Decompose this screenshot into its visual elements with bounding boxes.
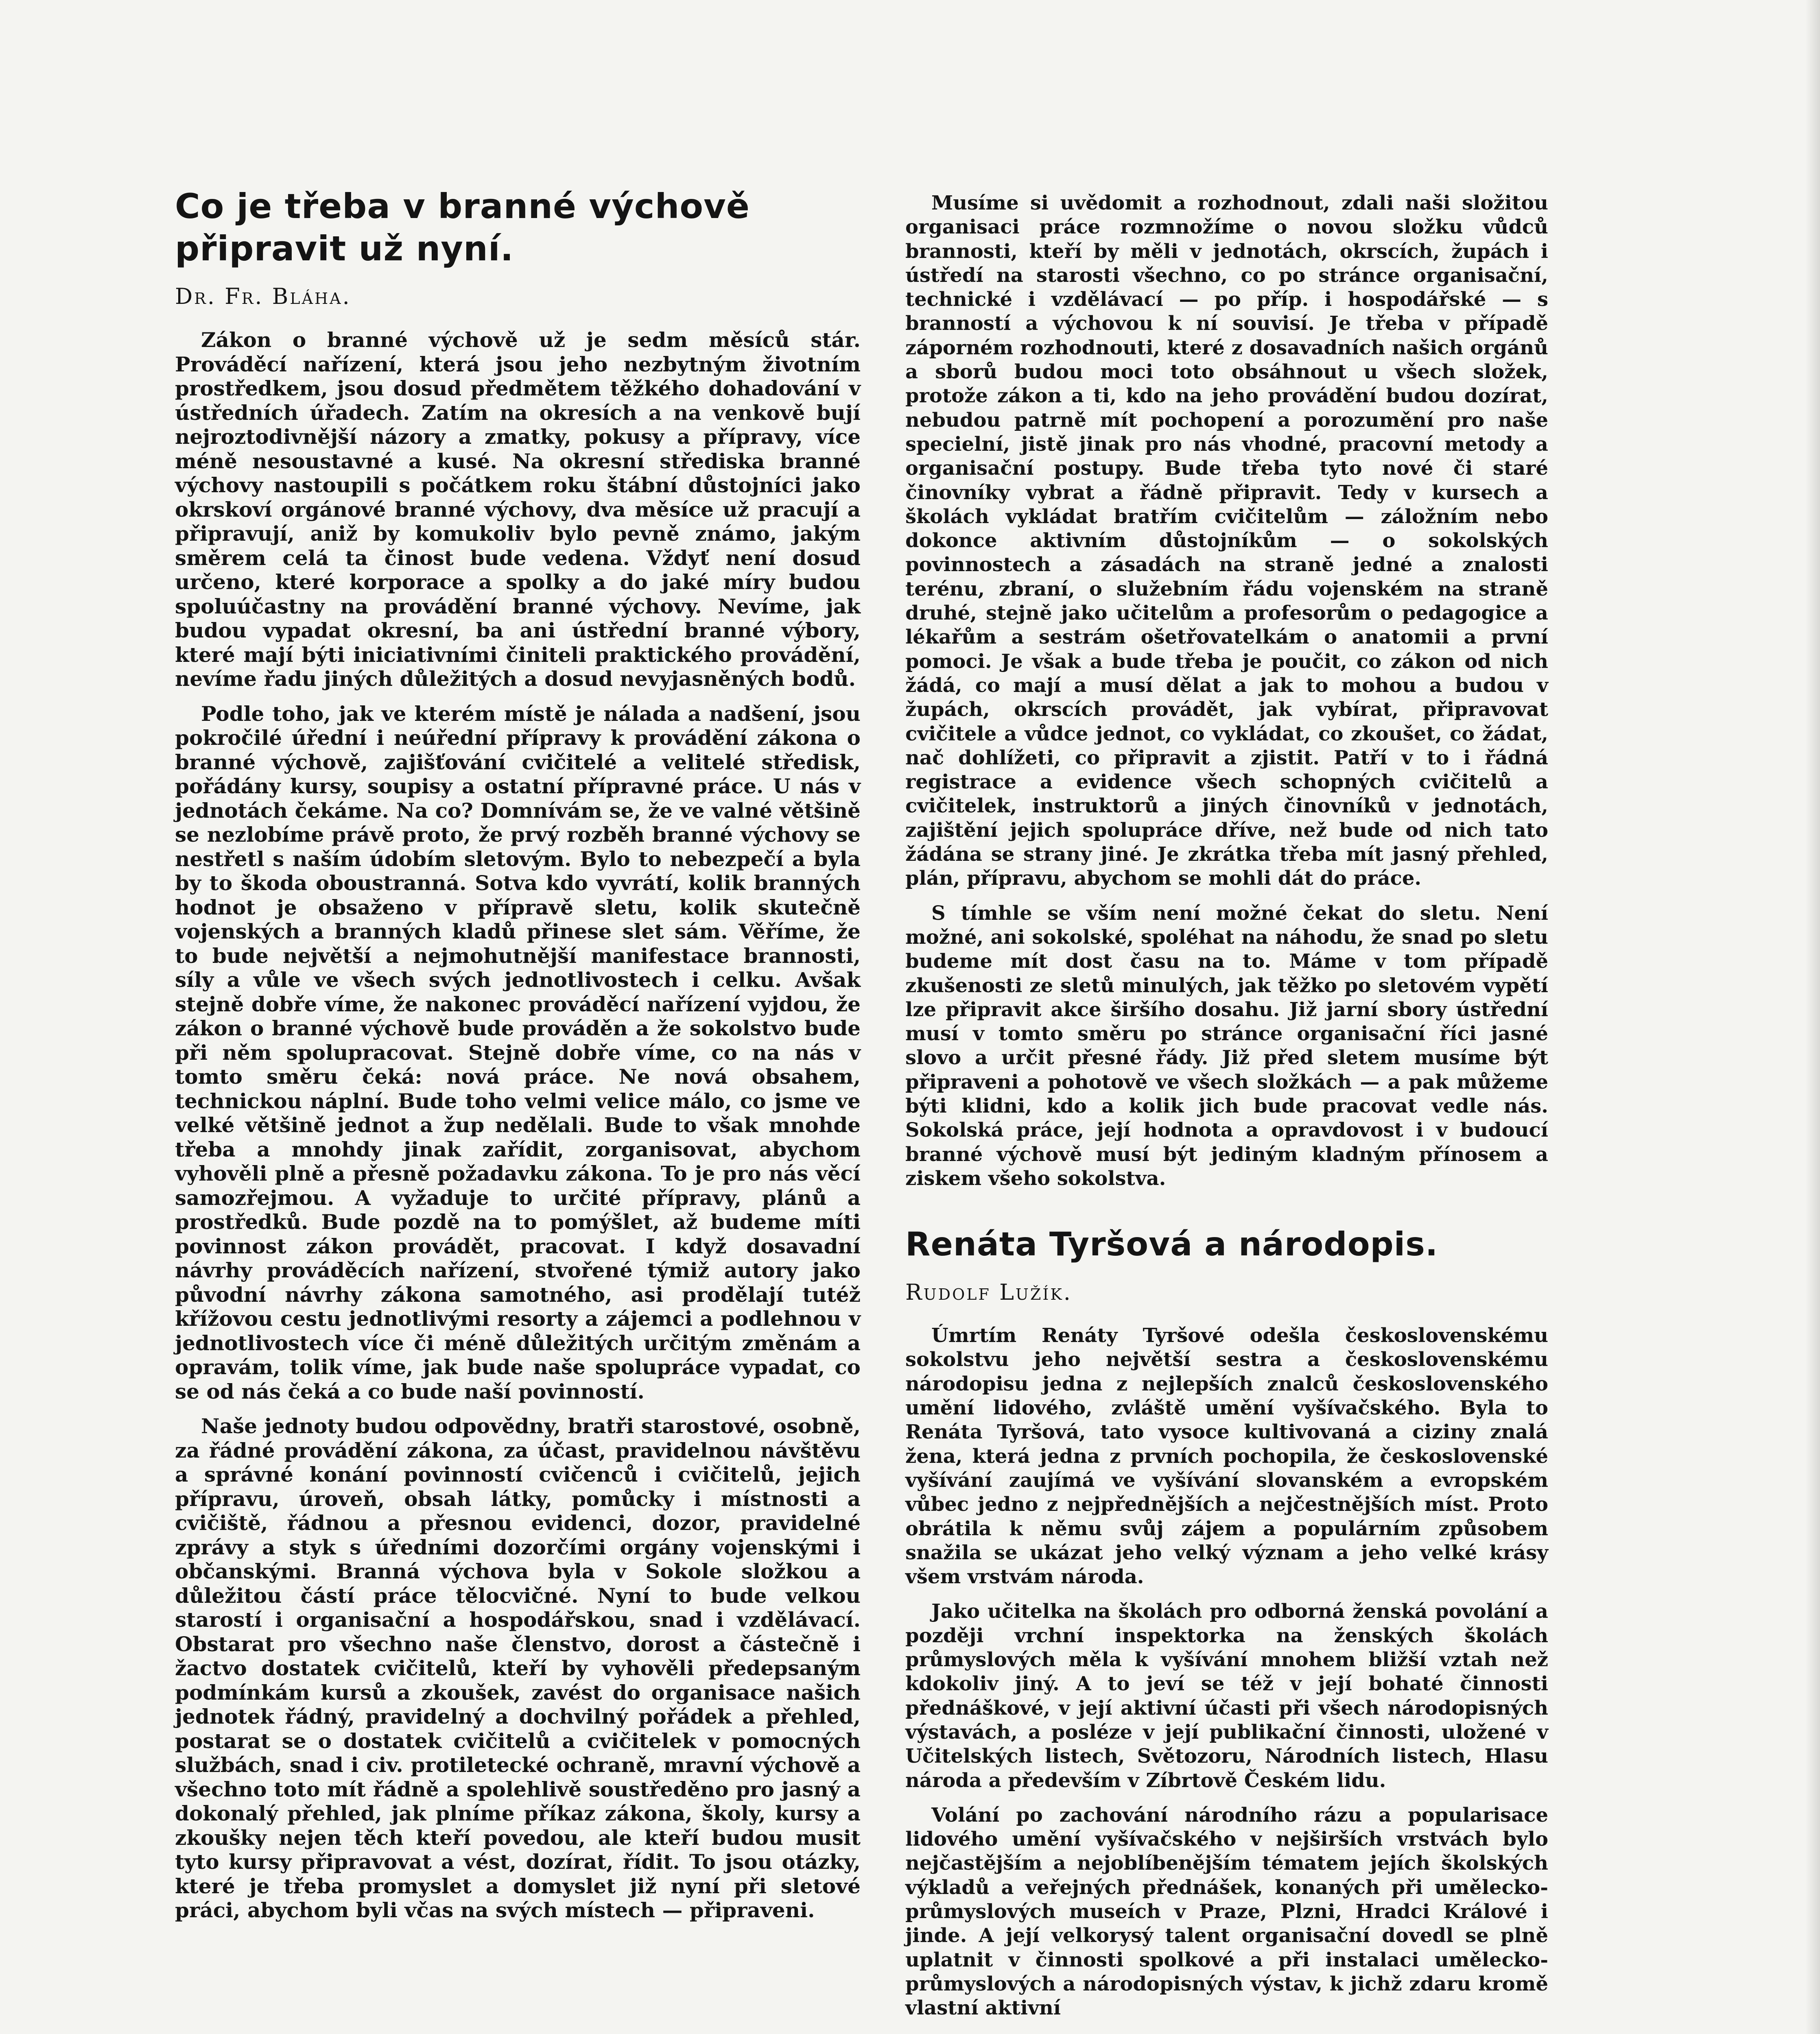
article-paragraph: S tímhle se vším není možné čekat do sletu. Není možné, ani sokolské, spoléhat na náhodu, že snad po sletu budeme mít dost času na to. Máme v tom případě zkušenosti ze sletů minulých, jak těžko po sletovém vypětí lze připravit akce širšího dosahu. Již jarní sbory ústřední musí v tomto směru po stránce organisační říci jasné slovo a určit přesné řády. Již před sletem musíme být připraveni a pohotově ve všech složkách — a pak můžeme býti klidni, kdo a kolik jich bude pracovat vedle nás. Sokolská práce, její hodnota a opravdovost i v budoucí branné výchově musí být jediným kladným přínosem a ziskem všeho sokolstva. [905,901,1548,1190]
article-paragraph: Podle toho, jak ve kterém místě je nálada a nadšení, jsou pokročilé úřední i neúřední přípravy k provádění zákona o branné výchově, zajišťování cvičitelé a velitelé středisk, pořádány kursy, soupisy a ostatní přípravné práce. U nás v jednotách čekáme. Na co? Domnívám se, že ve valné většině se nezlobíme právě proto, že prvý rozběh branné výchovy se nestřetl s naším údobím sletovým. Bylo to nebezpečí a byla by to škoda oboustranná. Sotva kdo vyvrátí, kolik branných hodnot je obsaženo v přípravě sletu, kolik skutečně vojenských a branných kladů přinese slet sám. Věříme, že to bude největší a nejmohutnější manifestace brannosti, síly a vůle ve všech svých jednotlivostech i celku. Avšak stejně dobře víme, že nakonec prováděcí nařízení vyjdou, že zákon o branné výchově bude prováděn a že sokolstvo bude při něm spolupracovat. Stejně dobře víme, co na nás v tomto směru čeká: nová práce. Ne nová obsahem, technickou náplní. Bude toho velmi velice málo, co jsme ve velké většině jednot a žup nedělali. Bude to však mnohde třeba a mnohdy jinak zařídit, zorganisovat, abychom vyhověli plně a přesně požadavku zákona. To je pro nás věcí samozřejmou. A vyžaduje to určité přípravy, plánů a prostředků. Bude pozdě na to pomýšlet, až budeme míti povinnost zákon provádět, pracovat. I když dosavadní návrhy prováděcích nařízení, stvořené týmiž autory jako původní návrhy zákona samotného, asi prodělají tutéž křížovou cestu jednotlivými resorty a zájemci a podlehnou v jednotlivostech více či méně důležitých určitým změnám a opravám, tolik víme, jak bude naše spolupráce vypadat, co se od nás čeká a co bude naší povinností. [175,701,861,1403]
right-column [905,191,1548,2031]
second-article [905,1223,1548,2020]
article-paragraph: Naše jednoty budou odpovědny, bratři starostové, osobně, za řádné provádění zákona, za účast, pravidelnou návštěvu a správné konání povinností cvičenců i cvičitelů, jejich přípravu, úroveň, obsah látky, pomůcky i místnosti a cvičiště, řádnou a přesnou evidenci, dozor, pravidelné zprávy a styk s úředními dozorčími orgány vojenskými i občanskými. Branná výchova byla v Sokole složkou a důležitou částí práce tělocvičné. Nyní to bude velkou starostí i organisační a hospodářskou, snad i vzdělávací. Obstarat pro všechno naše členstvo, dorost a částečně i žactvo dostatek cvičitelů, kteří by vyhověli předepsaným podmínkám kursů a zkoušek, zavést do organisace našich jednotek řádný, pravidelný a dochvilný pořádek a přehled, postarat se o dostatek cvičitelů a cvičitelek v pomocných službách, snad i civ. protiletecké ochraně, mravní výchově a všechno toto mít řádně a spolehlivě soustředěno pro jasný a dokonalý přehled, jak plníme příkaz zákona, školy, kursy a zkoušky nejen těch kteří povedou, ale kteří budou musit tyto kursy připravovat a vést, dozírat, řídit. To jsou otázky, které je třeba promyslet a domyslet již nyní při sletové práci, abychom byli včas na svých místech — připraveni. [175,1414,861,1922]
article-paragraph: Musíme si uvědomit a rozhodnout, zdali naši složitou organisaci práce rozmnožíme o novou složku vůdců brannosti, kteří by měli v jednotách, okrscích, župách i ústředí na starosti všechno, co po stránce organisační, technické i vzdělávací — po příp. i hospodářské — s branností a výchovou k ní souvisí. Je třeba v případě záporném rozhodnouti, které z dosavadních našich orgánů a sborů budou moci toto obsáhnout u všech složek, protože zákon a ti, kdo na jeho provádění budou dozírat, nebudou patrně mít pochopení a porozumění pro naše specielní, jistě jinak pro nás vhodné, pracovní metody a organisační postupy. Bude třeba tyto nové či staré činovníky vybrat a řádně připravit. Tedy v kursech a školách vykládat bratřím cvičitelům — záložním nebo dokonce aktivním důstojníkům — o sokolských povinnostech a zásadách na straně jedné a znalosti terénu, zbraní, o služebním řádu vojenském na straně druhé, stejně jako učitelům a profesorům o pedagogice a lékařům a sestrám ošetřovatelkám o anatomii a první pomoci. Je však a bude třeba je poučit, co zákon od nich žádá, co mají a musí dělat a jak to mohou a budou v župách, okrscích provádět, jak vybírat, připravovat cvičitele a vůdce jednot, co vykládat, co zkoušet, co žádat, nač dohlížeti, co připravit a zjistit. Patří v to i řádná registrace a evidence všech schopných cvičitelů a cvičitelek, instruktorů a jiných činovníků v jednotách, zajištění jejich spolupráce dříve, než bude od nich tato žádána se strany jiné. Je zkrátka třeba mít jasný přehled, plán, přípravu, abychom se mohli dát do práce. [905,192,1548,890]
left-column [175,185,861,1933]
article-title: Renáta Tyršová a národopis. [905,1225,1438,1264]
article-title: Co je třeba v branné výchově připravit už nyní. [175,186,750,268]
article-paragraph: Volání po zachování národního rázu a popularisace lidového umění vyšívačského v nejširších vrstvách bylo nejčastějším a nejoblíbenějším tématem jejích školských výkladů a veřejných přednášek, konaných při umělecko-průmyslových museích v Praze, Plzni, Hradci Králové i jinde. A její velkorysý talent organisační dovedl se plně uplatnit v činnosti spolkové a při instalaci umělecko-průmyslových a národopisných výstav, k jichž zdaru kromě vlastní aktivní [905,1803,1548,2020]
article-paragraph: Jako učitelka na školách pro odborná ženská povolání a později vrchní inspektorka na ženských školách průmyslových měla k vyšívání mnohem bližší vztah než kdokoliv jiný. A to jeví se též v její bohaté činnosti přednáškové, v její aktivní účasti při všech národopisných výstavách, a posléze v její publikační činnosti, uložené v Učitelských listech, Světozoru, Národních listech, Hlasu národa a především v Zíbrtově Českém lidu. [905,1600,1548,1792]
page-edge [1805,0,1820,2034]
article-paragraph: Zákon o branné výchově už je sedm měsíců stár. Prováděcí nařízení, která jsou jeho nezbytným životním prostředkem, jsou dosud předmětem těžkého dohadování v ústředních úřadech. Zatím na okresích a na venkově bují nejroztodivnější názory a zmatky, pokusy a přípravy, více méně nesoustavné a kusé. Na okresní střediska branné výchovy nastoupili s počátkem roku štábní důstojníci jako okrskoví orgánové branné výchovy, dva měsíce už pracují a připravují, aniž by komukoliv bylo pevně známo, jakým směrem celá ta činost bude vedena. Vždyť není dosud určeno, které korporace a spolky a do jaké míry budou spoluúčastny na provádění branné výchovy. Nevíme, jak budou vypadat okresní, ba ani ústřední branné výbory, které mají býti iniciativními činiteli praktického provádění, nevíme řadu jiných důležitých a dosud nevyjasněných bodů. [175,328,861,691]
article-author: Rudolf Lužík. [905,1279,1072,1305]
article-paragraph: Úmrtím Renáty Tyršové odešla československému sokolstvu jeho největší sestra a československému národopisu jedna z nejlepších znalců československého umění lidového, zvláště umění vyšívačského. Byla to Renáta Tyršová, tato vysoce kultivovaná a ciziny znalá žena, která jedna z prvních pochopila, že československé vyšívání zaujímá ve vyšívání slovanském a evropském vůbec jedno z nejpřednějších a nejčestnějších míst. Proto obrátila k němu svůj zájem a populárním způsobem snažila se ukázat jeho velký význam a jeho velké krásy všem vrstvám národa. [905,1324,1548,1589]
article-author: Dr. Fr. Bláha. [175,284,351,309]
